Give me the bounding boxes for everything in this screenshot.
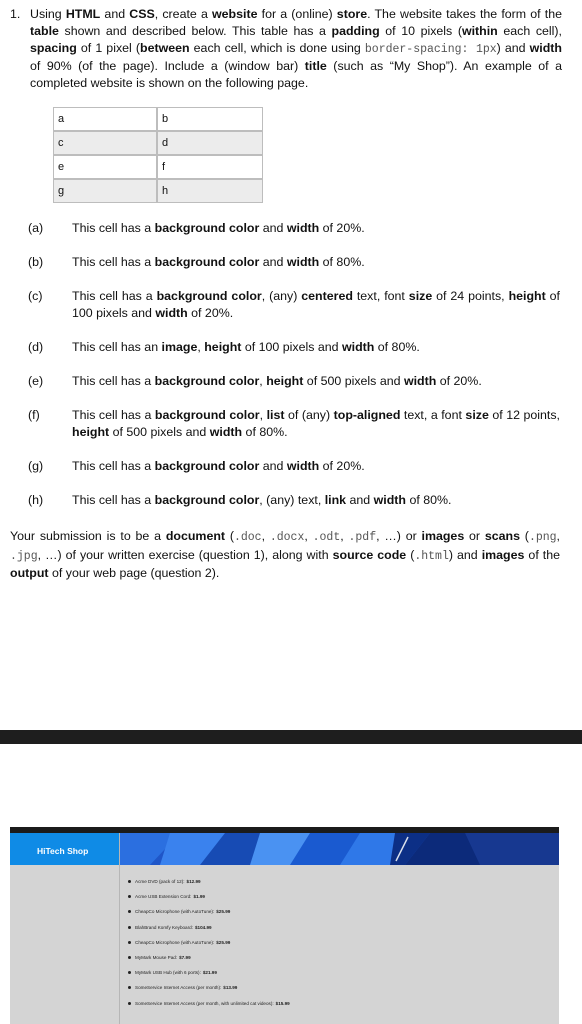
item-keyword: background color: [154, 255, 260, 269]
diagram-cell-e: e: [53, 155, 157, 179]
diagram-row: [53, 179, 263, 203]
product-price: $7.99: [179, 955, 191, 961]
item-keyword: height: [72, 425, 110, 439]
item-text-run: of 80%.: [374, 340, 420, 354]
product-price: $13.99: [223, 985, 238, 991]
submission-text-run: (: [520, 529, 529, 543]
question-keyword: between: [140, 41, 190, 55]
product-name: SomeService Internet Access (per month):: [135, 985, 222, 991]
item-text-run: This cell has a: [72, 289, 157, 303]
cell-description-item: [28, 254, 560, 271]
submission-text-run: , …) of your written exercise (question 1), along with: [37, 547, 333, 562]
item-label: (c): [28, 289, 43, 303]
item-text-run: and: [346, 493, 374, 507]
submission-text-run: ,: [556, 529, 560, 543]
item-keyword: background color: [154, 221, 260, 235]
question-number: 1.: [10, 7, 21, 21]
item-label: (h): [28, 493, 44, 507]
file-extension: .docx: [269, 531, 305, 544]
item-label: (f): [28, 408, 40, 422]
item-keyword: link: [324, 493, 347, 507]
item-keyword: width: [155, 306, 188, 320]
item-keyword: background color: [156, 289, 262, 303]
item-description: [72, 458, 560, 475]
product-item: [128, 965, 290, 980]
item-text-run: of (any): [284, 408, 334, 422]
question-keyword: width: [529, 41, 562, 55]
sidebar-cell: [10, 833, 119, 1024]
question-text-run: , create a: [154, 7, 213, 21]
item-label: (e): [28, 374, 44, 388]
item-text-run: of 500 pixels and: [303, 374, 404, 388]
product-item: [128, 920, 290, 935]
product-item: [128, 904, 290, 919]
submission-text-run: (: [406, 547, 415, 562]
product-price: $12.99: [186, 879, 201, 884]
question-keyword: HTML: [65, 7, 101, 21]
diagram-cell-c: c: [53, 131, 157, 155]
diagram-row: [53, 107, 263, 131]
item-text-run: of 20%.: [187, 306, 234, 320]
item-keyword: size: [408, 289, 433, 303]
submission-text-run: Your submission is to be a: [10, 529, 166, 543]
item-keyword: width: [403, 374, 437, 388]
question-text-run: of 1 pixel (: [76, 41, 140, 55]
item-text-run: This cell has a: [72, 255, 155, 269]
product-name: BlahBrand Komfy Keyboard:: [135, 924, 193, 930]
item-keyword: background color: [154, 459, 260, 473]
submission-text-run: ) and: [448, 547, 482, 562]
product-name: CheapCo Microphone (with AutoTune):: [135, 939, 215, 945]
question-keyword: table: [30, 24, 59, 38]
item-text-run: of 80%.: [319, 255, 365, 269]
submission-keyword: images: [421, 529, 465, 543]
item-keyword: top-aligned: [333, 408, 401, 422]
product-price: $25.99: [216, 939, 231, 945]
item-description: [72, 339, 560, 356]
example-website-screenshot: [10, 827, 559, 1024]
item-label: (a): [28, 221, 44, 235]
item-keyword: height: [204, 340, 242, 354]
question-text-run: each cell, which is done using: [189, 41, 365, 55]
submission-text-run: ,: [261, 529, 270, 543]
item-keyword: centered: [301, 289, 353, 303]
cell-description-item: [28, 373, 560, 390]
item-text-run: text, a font: [400, 408, 466, 422]
diagram-cell-d: d: [157, 131, 263, 155]
item-label: (d): [28, 340, 44, 354]
item-text-run: This cell has a: [72, 493, 155, 507]
cell-divider: [119, 833, 120, 1024]
submission-text-run: (: [225, 529, 234, 543]
item-text-run: of 20%.: [319, 221, 365, 235]
item-text-run: This cell has a: [72, 374, 155, 388]
submission-text-run: , …) or: [376, 529, 422, 543]
question-keyword: within: [461, 24, 498, 38]
submission-text-run: or: [464, 529, 485, 543]
cell-description-item: [28, 492, 560, 509]
item-text-run: and: [259, 221, 287, 235]
item-keyword: width: [286, 459, 320, 473]
item-description: [72, 373, 560, 390]
item-keyword: height: [266, 374, 304, 388]
product-item: [128, 980, 290, 995]
product-name: Acme DVD (pack of 12):: [135, 879, 185, 884]
product-item: [128, 950, 290, 965]
product-price: $25.99: [216, 909, 231, 915]
item-keyword: background color: [154, 374, 260, 388]
question-1: [10, 6, 562, 92]
item-text-run: of 100 pixels and: [241, 340, 342, 354]
question-text-run: of 10 pixels (: [379, 24, 462, 38]
item-keyword: background color: [154, 408, 260, 422]
question-keyword: padding: [331, 24, 380, 38]
question-keyword: CSS: [129, 7, 155, 21]
file-extension: .odt: [312, 531, 341, 544]
cell-description-item: [28, 407, 560, 441]
file-extension: .jpg: [10, 549, 38, 563]
product-item: [128, 996, 290, 1011]
item-text-run: of 12 points,: [488, 408, 561, 422]
product-name: CheapCo Microphone (with AutoTune):: [135, 909, 215, 915]
item-keyword: width: [286, 255, 320, 269]
submission-text-run: of the: [524, 547, 560, 562]
item-label: (g): [28, 459, 44, 473]
item-keyword: list: [266, 408, 285, 422]
submission-text-run: of your web page (question 2).: [48, 566, 220, 580]
question-text-run: ) and: [496, 41, 530, 55]
product-price: $15.99: [275, 1000, 290, 1006]
diagram-cell-h: h: [157, 179, 263, 203]
item-text-run: of 80%.: [242, 425, 288, 439]
cell-description-item: [28, 339, 560, 356]
diagram-row: [53, 155, 263, 179]
item-text-run: This cell has an: [72, 340, 162, 354]
question-text-run: Using: [30, 7, 66, 21]
diagram-row: [53, 131, 263, 155]
question-keyword: spacing: [30, 41, 77, 55]
cell-description-item: [28, 458, 560, 475]
item-keyword: width: [209, 425, 243, 439]
question-text-run: (such as “My Shop”). An example of a completed website is shown on the following page.: [30, 59, 562, 90]
product-item: [128, 935, 290, 950]
submission-keyword: source code: [332, 547, 407, 562]
item-keyword: background color: [154, 493, 260, 507]
product-price: $1.99: [193, 894, 205, 900]
submission-text-run: ,: [340, 529, 349, 543]
diagram-cell-f: f: [157, 155, 263, 179]
diagram-cell-a: a: [53, 107, 157, 131]
question-text-run: of 90% (of the page). Include a (window bar): [30, 59, 305, 73]
submission-text-run: ,: [304, 529, 313, 543]
cell-description-item: [28, 220, 560, 237]
page-separator: [0, 730, 582, 744]
question-keyword: website: [212, 7, 258, 21]
product-item: [128, 889, 290, 904]
product-name: MyMark USB Hub (with 6 ports):: [135, 970, 201, 976]
item-description: [72, 288, 560, 322]
item-text-run: , (any): [261, 289, 302, 303]
product-name: Acme USB Extension Cord:: [135, 894, 192, 900]
file-extension: .pdf: [348, 531, 377, 544]
question-text-run: . The website takes the form of the: [367, 7, 562, 21]
question-keyword: store: [336, 7, 368, 21]
item-text-run: ,: [259, 408, 267, 422]
item-text-run: This cell has a: [72, 459, 155, 473]
layout-diagram-table: [53, 107, 263, 203]
question-text-run: shown and described below. This table has a: [58, 24, 332, 38]
file-extension: .doc: [233, 531, 262, 544]
item-text-run: of 100 pixels and: [72, 289, 560, 320]
cell-description-item: [28, 288, 560, 322]
product-price: $104.99: [194, 924, 212, 930]
item-keyword: size: [465, 408, 489, 422]
item-text-run: This cell has a: [72, 408, 155, 422]
diagram-cell-g: g: [53, 179, 157, 203]
item-text-run: of 24 points,: [432, 289, 509, 303]
item-keyword: width: [341, 340, 375, 354]
submission-keyword: scans: [484, 529, 520, 543]
question-keyword: title: [304, 59, 327, 73]
item-text-run: ,: [197, 340, 205, 354]
item-keyword: image: [161, 340, 198, 354]
product-list: [128, 874, 290, 1011]
item-text-run: of 80%.: [406, 493, 452, 507]
product-item: [128, 874, 290, 889]
item-description: [72, 407, 560, 441]
submission-keyword: images: [481, 547, 525, 562]
question-text-run: for a (online): [257, 7, 337, 21]
item-description: [72, 220, 560, 237]
question-text-run: and: [100, 7, 130, 21]
item-keyword: height: [508, 289, 546, 303]
submission-keyword: output: [10, 566, 49, 580]
item-keyword: width: [286, 221, 320, 235]
submission-keyword: document: [165, 529, 226, 543]
item-text-run: of 20%.: [319, 459, 365, 473]
item-label: (b): [28, 255, 44, 269]
item-text-run: of 20%.: [436, 374, 482, 388]
item-keyword: width: [373, 493, 406, 507]
product-name: MyMark Mouse Pad:: [135, 955, 178, 961]
file-extension: .html: [414, 549, 449, 563]
item-text-run: text, font: [352, 289, 409, 303]
submission-instructions: [10, 528, 560, 583]
item-description: [72, 492, 560, 509]
question-text: [30, 6, 562, 92]
item-description: [72, 254, 560, 271]
item-text-run: , (any) text,: [259, 493, 325, 507]
item-text-run: This cell has a: [72, 221, 155, 235]
question-text-run: each cell),: [497, 24, 562, 38]
item-text-run: ,: [259, 374, 267, 388]
file-extension: .png: [528, 531, 557, 544]
item-text-run: and: [259, 255, 287, 269]
shop-title: HiTech Shop: [37, 846, 89, 856]
diagram-cell-b: b: [157, 107, 263, 131]
item-text-run: of 500 pixels and: [109, 425, 210, 439]
product-price: $21.99: [202, 970, 217, 976]
inline-code: border-spacing: 1px: [364, 43, 497, 56]
item-text-run: and: [259, 459, 287, 473]
product-name: SomeService Internet Access (per month, with unlimited cat videos):: [135, 1000, 274, 1006]
